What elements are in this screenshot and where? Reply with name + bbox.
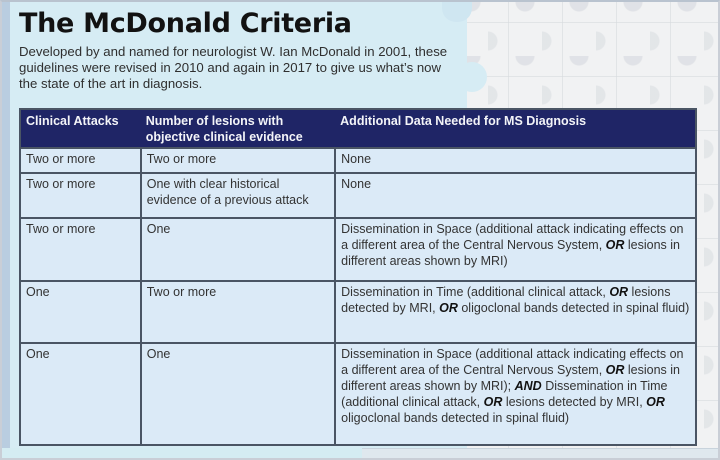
cell-attacks: One xyxy=(20,281,141,343)
text-segment: Dissemination in Time (additional clinical attack, xyxy=(341,379,668,409)
cell-attacks: Two or more xyxy=(20,148,141,173)
cell-additional: None xyxy=(335,148,696,173)
table-row xyxy=(20,148,696,173)
table-row xyxy=(20,343,696,445)
or-keyword: OR xyxy=(609,285,629,299)
cell-attacks: One xyxy=(20,343,141,445)
text-segment: lesions detected by MRI, xyxy=(341,285,671,315)
cell-additional xyxy=(335,343,696,445)
cell-lesions: One xyxy=(141,218,335,281)
table-header-row xyxy=(20,109,696,148)
table-row xyxy=(20,173,696,218)
or-keyword: OR xyxy=(605,238,625,252)
or-keyword: OR xyxy=(646,395,665,409)
criteria-table xyxy=(19,108,697,446)
or-keyword: OR xyxy=(439,301,458,315)
header-additional-data: Additional Data Needed for MS Diagnosis xyxy=(335,109,696,148)
intro-paragraph: Developed by and named for neurologist W. Ian McDonald in 2001, these guidelines were revised in 2010 and again in 2017 to give us what’s now the state of the art in diagnosis. xyxy=(19,44,448,91)
cell-lesions: Two or more xyxy=(141,281,335,343)
cell-lesions: Two or more xyxy=(141,148,335,173)
bottom-strip-blue xyxy=(2,448,362,460)
table-row xyxy=(20,281,696,343)
text-segment: Dissemination in Time (additional clinical attack, xyxy=(341,285,610,299)
cell-lesions: One with clear historical evidence of a previous attack xyxy=(141,173,335,218)
cell-attacks: Two or more xyxy=(20,218,141,281)
puzzle-piece-decoration xyxy=(457,62,487,92)
table-row xyxy=(20,218,696,281)
text-segment: oligoclonal bands detected in spinal fluid) xyxy=(457,301,690,315)
and-keyword: AND xyxy=(514,379,542,393)
cell-lesions: One xyxy=(141,343,335,445)
text-segment: oligoclonal bands detected in spinal fluid) xyxy=(341,411,570,425)
page-title: The McDonald Criteria xyxy=(19,8,352,39)
cell-attacks: Two or more xyxy=(20,173,141,218)
cell-additional xyxy=(335,281,696,343)
left-edge-strip xyxy=(2,2,10,460)
text-segment: lesions detected by MRI, xyxy=(502,395,647,409)
cell-additional: None xyxy=(335,173,696,218)
text-segment: Dissemination in Space (additional attack indicating effects on a different area of the Central Nervous System, xyxy=(341,347,684,377)
text-segment: lesions in different areas shown by MRI); xyxy=(341,363,680,393)
header-clinical-attacks: Clinical Attacks xyxy=(20,109,141,148)
or-keyword: OR xyxy=(605,363,625,377)
header-lesions: Number of lesions with objective clinical evidence xyxy=(141,109,335,148)
text-segment: Dissemination in Space (additional attack indicating effects on a different area of the Central Nervous System, xyxy=(341,222,684,252)
text-segment: lesions in different areas shown by MRI) xyxy=(341,238,680,268)
cell-additional xyxy=(335,218,696,281)
or-keyword: OR xyxy=(483,395,503,409)
